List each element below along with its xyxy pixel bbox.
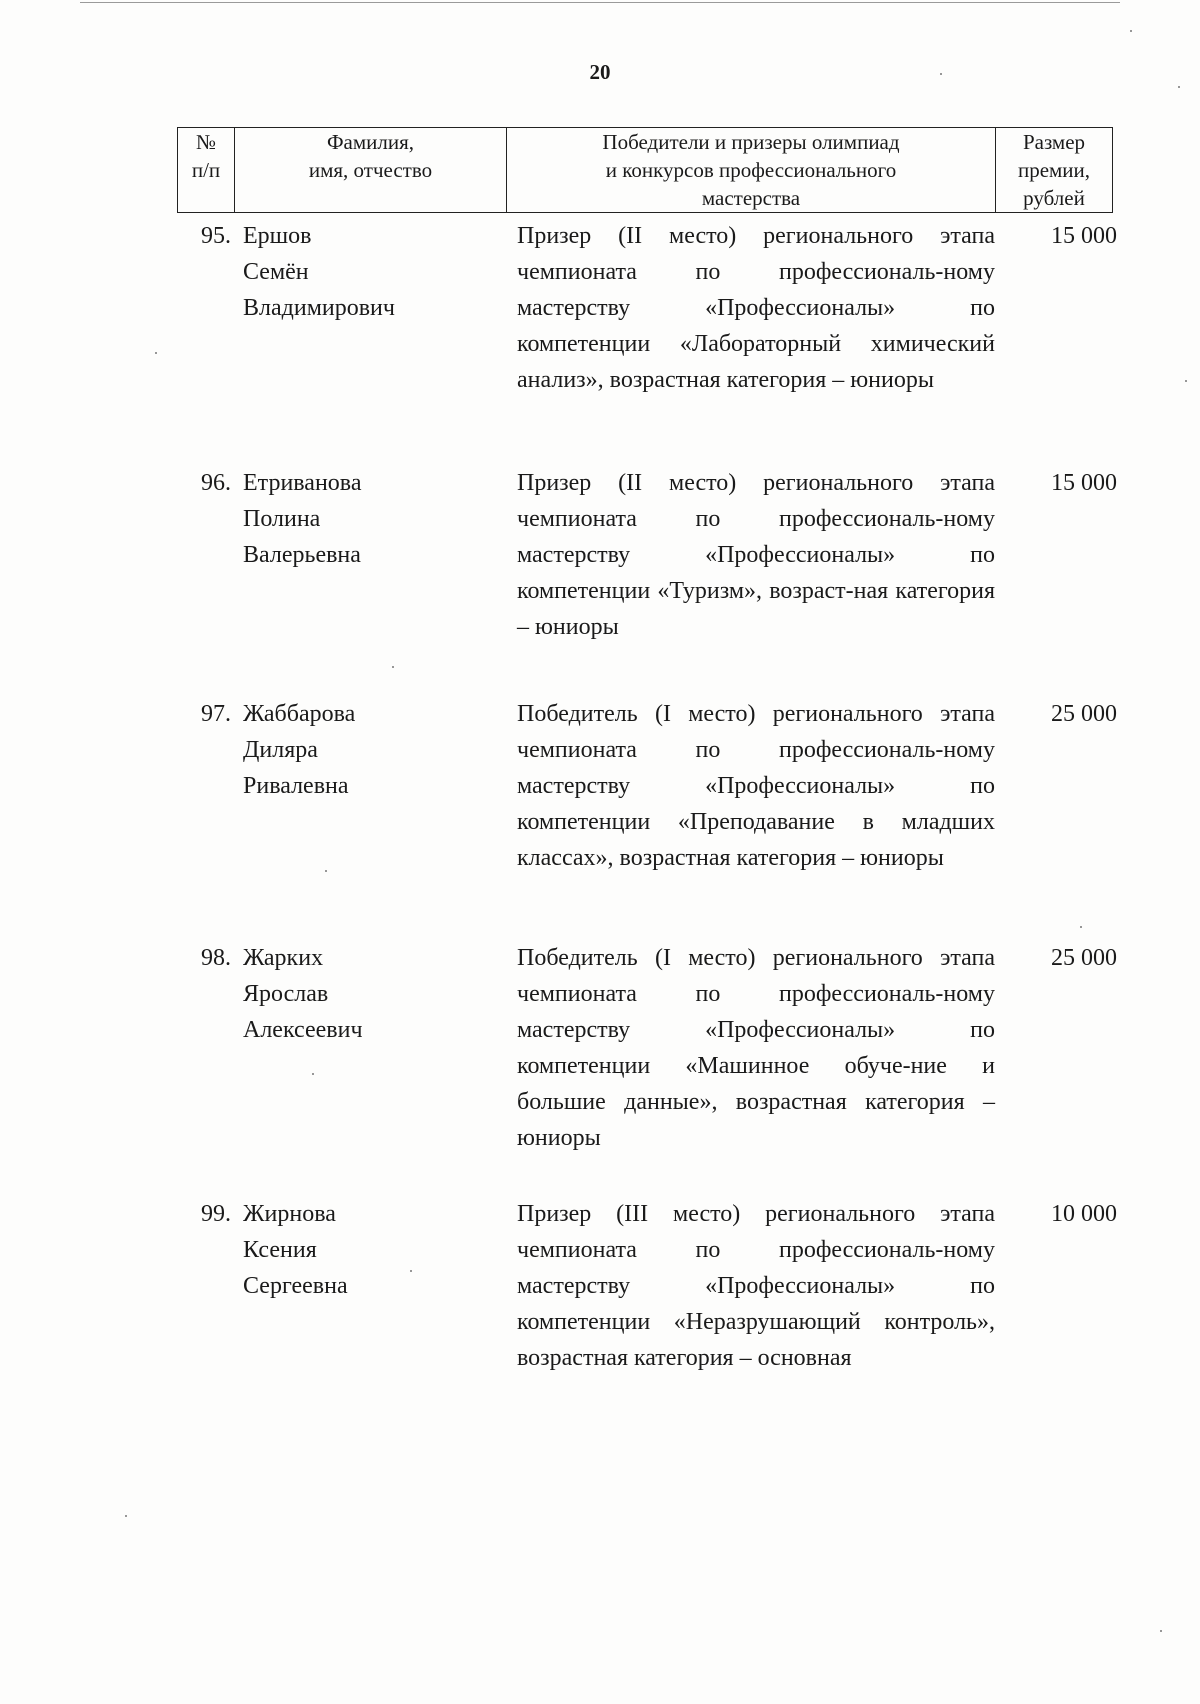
scan-speck (155, 352, 157, 354)
row-name: Жаббарова Диляра Ривалевна (243, 701, 356, 799)
row-number: 98. (201, 945, 231, 971)
header-cell-number: № п/п (178, 128, 235, 213)
row-description: Призер (II место) регионального этапа чемпионата по профессиональ-ному мастерству «Профессионалы» по компетенции «Туризм», возраст-ная категория – юниоры (517, 470, 995, 640)
scan-speck (1178, 86, 1180, 88)
scan-speck (392, 666, 394, 668)
row-description: Победитель (I место) регионального этапа чемпионата по профессиональ-ному мастерству «Профессионалы» по компетенции «Преподавание в младших классах», возрастная категория – юниоры (517, 701, 995, 871)
scan-speck (940, 73, 942, 75)
scan-speck (325, 870, 327, 872)
row-prize: 15 000 (1051, 223, 1117, 249)
header-cell-description: Победители и призеры олимпиад и конкурсов профессионального мастерства (507, 128, 996, 213)
row-name: Жирнова Ксения Сергеевна (243, 1201, 348, 1299)
table-header (177, 127, 1113, 213)
scan-speck (1160, 1630, 1162, 1632)
row-description: Призер (II место) регионального этапа чемпионата по профессиональ-ному мастерству «Профессионалы» по компетенции «Лабораторный химический анализ», возрастная категория – юниоры (517, 223, 995, 393)
row-number: 99. (201, 1201, 231, 1227)
row-prize: 10 000 (1051, 1201, 1117, 1227)
row-prize: 25 000 (1051, 701, 1117, 727)
row-description: Победитель (I место) регионального этапа чемпионата по профессиональ-ному мастерству «Профессионалы» по компетенции «Машинное обуче-ние и большие данные», возрастная категория – юниоры (517, 945, 995, 1151)
scan-speck (312, 1073, 314, 1075)
header-cell-prize: Размер премии, рублей (996, 128, 1113, 213)
row-prize: 25 000 (1051, 945, 1117, 971)
scan-speck (125, 1515, 127, 1517)
row-name: Етриванова Полина Валерьевна (243, 470, 362, 568)
header-cell-name: Фамилия, имя, отчество (235, 128, 507, 213)
scan-edge-line (80, 2, 1120, 3)
row-name: Ершов Семён Владимирович (243, 223, 395, 321)
scan-speck (1130, 30, 1132, 32)
row-number: 96. (201, 470, 231, 496)
page-number: 20 (589, 60, 611, 84)
row-description: Призер (III место) регионального этапа чемпионата по профессиональ-ному мастерству «Профессионалы» по компетенции «Неразрушающий контроль», возрастная категория – основная (517, 1201, 995, 1371)
scan-speck (1185, 380, 1187, 382)
row-number: 95. (201, 223, 231, 249)
row-name: Жарких Ярослав Алексеевич (243, 945, 363, 1043)
row-number: 97. (201, 701, 231, 727)
scan-speck (410, 1270, 412, 1272)
scan-speck (1080, 926, 1082, 928)
row-prize: 15 000 (1051, 470, 1117, 496)
header-row (178, 128, 1113, 213)
